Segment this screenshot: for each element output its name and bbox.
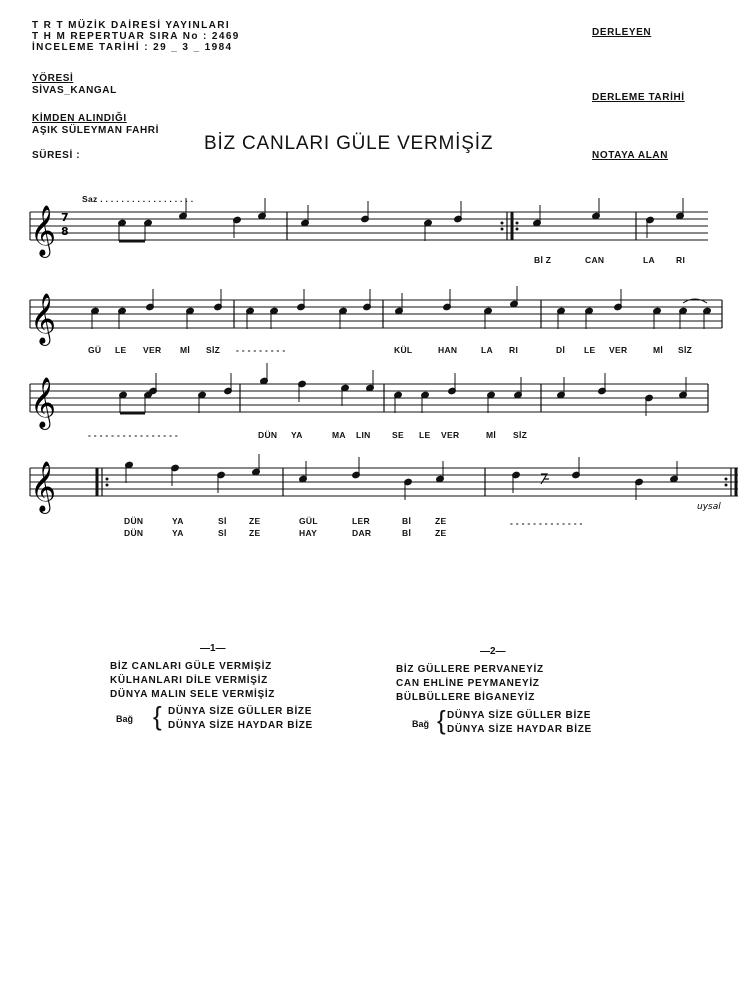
lyric-r3-1: DÜN xyxy=(258,430,278,440)
header-line-publisher: T R T MÜZİK DAİRESİ YAYINLARI xyxy=(32,20,231,31)
header-block xyxy=(32,20,240,53)
lyric-r4b-2: YA xyxy=(172,528,184,538)
verse-2-refrain xyxy=(447,709,592,737)
lyric-r2-14: SİZ xyxy=(678,345,693,355)
lyric-r1-4: RI xyxy=(676,255,686,265)
verse-2-refrain-2: DÜNYA SİZE HAYDAR BİZE xyxy=(447,724,592,735)
verse-2-number: —2— xyxy=(480,646,506,657)
treble-clef-icon: 𝄞 xyxy=(30,377,57,428)
lyric-r2-9: RI xyxy=(509,345,519,355)
lyric-r2-1: GÜ xyxy=(88,345,102,355)
verse-1-brace-icon: { xyxy=(153,701,162,731)
lyric-r4a-7: Bİ xyxy=(402,516,412,526)
lyric-r3-9: SİZ xyxy=(513,430,528,440)
notes xyxy=(125,454,679,500)
lyric-r3-7: VER xyxy=(441,430,460,440)
region-label: YÖRESİ xyxy=(32,73,74,84)
treble-clef-icon: 𝄞 xyxy=(30,293,57,344)
lyric-r4a-3: Sİ xyxy=(218,516,227,526)
duration-label: SÜRESİ : xyxy=(32,150,81,161)
staff-lines xyxy=(30,212,708,240)
lyric-r2-dash: - - - - - - - - - xyxy=(236,345,286,355)
verse-1-number: —1— xyxy=(200,643,226,654)
verse-2-line-3: BÜLBÜLLERE BİGANEYİZ xyxy=(396,692,535,703)
header-line-review-date: İNCELEME TARİHİ : 29 _ 3 _ 1984 xyxy=(32,42,233,53)
lyric-r2-12: VER xyxy=(609,345,628,355)
source-label: KİMDEN ALINDIĞI xyxy=(32,113,127,124)
saz-label: Saz . . . . . . . . . . . . . . . . . . xyxy=(82,194,194,204)
region-value: SİVAS_KANGAL xyxy=(32,85,117,96)
staff-4 xyxy=(0,446,750,516)
verse-1 xyxy=(110,660,275,702)
verse-1-refrain-1: DÜNYA SİZE GÜLLER BİZE xyxy=(168,706,313,717)
lyric-r3-2: YA xyxy=(291,430,303,440)
verse-2-bag-label: Bağ xyxy=(412,719,430,729)
source-value: AŞIK SÜLEYMAN FAHRİ xyxy=(32,125,159,136)
verse-2-refrain-1: DÜNYA SİZE GÜLLER BİZE xyxy=(447,710,592,721)
time-signature-den: 8 xyxy=(61,225,69,238)
lyric-r1-3: LA xyxy=(643,255,655,265)
lyric-r4b-8: ZE xyxy=(435,528,447,538)
lyric-r4b-4: ZE xyxy=(249,528,261,538)
header-line-repertoire: T H M REPERTUAR SIRA No : 2469 xyxy=(32,31,240,42)
lyric-r4b-7: Bİ xyxy=(402,528,412,538)
lyric-r4b-1: DÜN xyxy=(124,528,144,538)
verse-1-line-2: KÜLHANLARI DİLE VERMİŞİZ xyxy=(110,675,268,686)
lyric-r4-dash: - - - - - - - - - - - - - xyxy=(510,518,583,528)
verse-2 xyxy=(396,663,544,705)
compiler-label: DERLEYEN xyxy=(592,27,652,38)
verse-1-line-3: DÜNYA MALIN SELE VERMİŞİZ xyxy=(110,689,276,700)
lyric-r2-7: HAN xyxy=(438,345,458,355)
lyric-r2-10: Dİ xyxy=(556,345,566,355)
transcriber-label: NOTAYA ALAN xyxy=(592,150,669,161)
lyric-r2-8: LA xyxy=(481,345,493,355)
lyric-r3-5: SE xyxy=(392,430,404,440)
lyric-r2-2: LE xyxy=(115,345,127,355)
verse-2-brace-icon: { xyxy=(437,705,446,735)
verse-2-line-2: CAN EHLİNE PEYMANEYİZ xyxy=(396,678,540,689)
verse-2-line-1: BİZ GÜLLERE PERVANEYİZ xyxy=(396,664,544,675)
lyric-r4a-2: YA xyxy=(172,516,184,526)
lyric-r2-5: SİZ xyxy=(206,345,221,355)
lyric-r2-6: KÜL xyxy=(394,345,413,355)
lyric-r4b-5: HAY xyxy=(299,528,318,538)
verse-1-refrain xyxy=(168,705,313,733)
lyric-r3-dash: - - - - - - - - - - - - - - - - xyxy=(88,430,179,440)
song-title: BİZ CANLARI GÜLE VERMİŞİZ xyxy=(204,133,494,154)
lyric-r2-4: Mİ xyxy=(180,345,191,355)
lyric-r2-13: Mİ xyxy=(653,345,664,355)
staff-lines xyxy=(30,468,738,496)
end-signature: uysal xyxy=(697,502,721,512)
lyric-r4a-6: LER xyxy=(352,516,370,526)
lyric-r3-4: LIN xyxy=(356,430,371,440)
lyric-r4a-4: ZE xyxy=(249,516,261,526)
verse-1-refrain-2: DÜNYA SİZE HAYDAR BİZE xyxy=(168,720,313,731)
time-signature-num: 7 xyxy=(61,211,69,224)
lyric-r3-6: LE xyxy=(419,430,431,440)
lyric-r4a-5: GÜL xyxy=(299,516,318,526)
lyric-r1-2: CAN xyxy=(585,255,605,265)
staff-3 xyxy=(0,362,750,432)
notes xyxy=(119,363,688,416)
verse-1-line-1: BİZ CANLARI GÜLE VERMİŞİZ xyxy=(110,661,272,672)
lyric-r2-11: LE xyxy=(584,345,596,355)
lyric-r2-3: VER xyxy=(143,345,162,355)
staff-2 xyxy=(0,278,750,348)
lyric-r3-8: Mİ xyxy=(486,430,497,440)
treble-clef-icon: 𝄞 xyxy=(30,461,57,512)
verse-1-bag-label: Bağ xyxy=(116,714,134,724)
lyric-r3-3: MA xyxy=(332,430,346,440)
lyric-r4b-3: Sİ xyxy=(218,528,227,538)
compile-date-label: DERLEME TARİHİ xyxy=(592,92,685,103)
lyric-r4a-8: ZE xyxy=(435,516,447,526)
treble-clef-icon: 𝄞 xyxy=(30,205,57,256)
lyric-r4a-1: DÜN xyxy=(124,516,144,526)
lyric-r1-1: Bİ Z xyxy=(534,255,552,265)
lyric-r4b-6: DAR xyxy=(352,528,372,538)
